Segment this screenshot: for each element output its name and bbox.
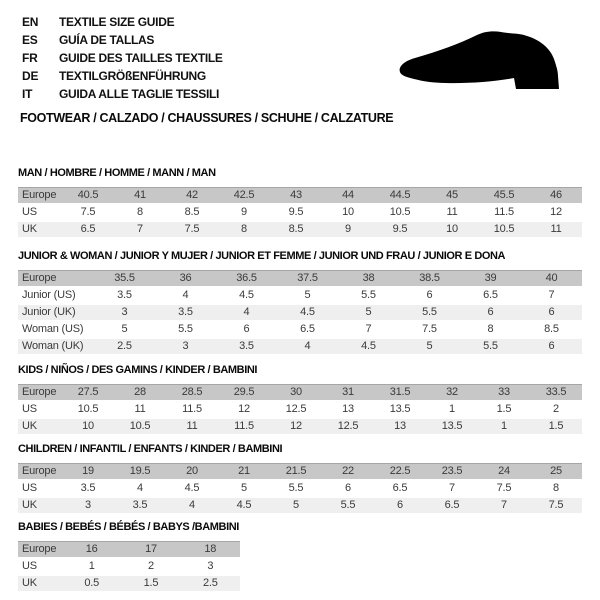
size-cell: 44.5 [389, 189, 411, 201]
size-cell: 37.5 [297, 272, 318, 284]
size-cell: 19.5 [129, 465, 151, 477]
table-title: MAN / HOMBRE / HOMME / MANN / MAN [18, 167, 216, 179]
row-label: UK [22, 420, 37, 432]
size-cell: 5 [293, 499, 299, 511]
size-section-kids [18, 364, 582, 434]
size-cell: 7 [548, 289, 555, 301]
size-table-children [18, 463, 582, 513]
size-cell: 12 [290, 420, 302, 432]
size-cell: 8 [137, 206, 143, 218]
size-cell: 1 [501, 420, 507, 432]
size-section-babies [18, 521, 582, 591]
size-cell: 2.5 [202, 577, 218, 589]
language-code: ES [22, 33, 38, 47]
table-row [18, 498, 582, 513]
row-label: Woman (UK) [22, 340, 84, 352]
size-cell: 4 [304, 340, 311, 352]
category-title: FOOTWEAR / CALZADO / CHAUSSURES / SCHUHE / CALZATURE [20, 111, 394, 125]
size-cell: 9 [345, 223, 351, 235]
size-cell: 5 [304, 289, 311, 301]
size-cell: 30 [290, 386, 302, 398]
size-cell: 1 [88, 560, 95, 572]
size-cell: 16 [85, 543, 98, 555]
language-row [22, 85, 223, 103]
size-cell: 4.5 [361, 340, 376, 352]
size-cell: 8 [487, 323, 494, 335]
size-cell: 12 [238, 403, 250, 415]
row-label: US [22, 482, 37, 494]
language-row [22, 13, 223, 31]
size-cell: 6.5 [300, 323, 315, 335]
size-cell: 11 [550, 223, 562, 235]
size-cell: 41 [134, 189, 146, 201]
size-cell: 2 [148, 560, 154, 572]
size-cell: 36 [179, 272, 192, 284]
size-section-children [18, 443, 582, 513]
size-cell: 5.5 [483, 340, 498, 352]
size-cell: 4 [189, 499, 195, 511]
size-cell: 10.5 [389, 206, 411, 218]
language-code: EN [22, 15, 39, 29]
language-row [22, 49, 223, 67]
size-cell: 10 [342, 206, 354, 218]
size-cell: 1.5 [496, 403, 512, 415]
language-row [22, 31, 223, 49]
row-label: US [22, 206, 37, 218]
size-cell: 7.5 [80, 206, 96, 218]
size-cell: 6.5 [80, 223, 96, 235]
size-table-man [18, 187, 582, 237]
size-cell: 6 [426, 289, 433, 301]
size-cell: 1.5 [143, 577, 159, 589]
table-row [18, 419, 582, 434]
size-cell: 23.5 [441, 465, 463, 477]
size-cell: 7.5 [422, 323, 437, 335]
size-cell: 21.5 [285, 465, 307, 477]
size-cell: 13 [342, 403, 354, 415]
size-cell: 31.5 [389, 386, 411, 398]
size-cell: 13 [394, 420, 406, 432]
size-cell: 27.5 [77, 386, 99, 398]
table-row [18, 322, 582, 337]
size-cell: 1.5 [548, 420, 564, 432]
language-code: DE [22, 69, 39, 83]
row-label: Europe [22, 272, 57, 284]
table-title: KIDS / NIÑOS / DES GAMINS / KINDER / BAMBINI [18, 364, 258, 376]
size-cell: 6 [548, 340, 555, 352]
size-cell: 6 [487, 306, 494, 318]
language-label: GUIDA ALLE TAGLIE TESSILI [59, 87, 220, 101]
size-cell: 5 [241, 482, 247, 494]
table-title: JUNIOR & WOMAN / JUNIOR Y MUJER / JUNIOR ET FEMME / JUNIOR UND FRAU / JUNIOR E DONA [18, 250, 506, 262]
dress-shoe-icon [397, 31, 569, 97]
size-cell: 20 [186, 465, 198, 477]
size-cell: 8.5 [184, 206, 200, 218]
size-cell: 4 [137, 482, 143, 494]
size-table-junior-woman [18, 270, 582, 354]
table-row [18, 463, 582, 479]
size-cell: 45 [446, 189, 458, 201]
size-cell: 4 [182, 289, 189, 301]
row-label: Junior (UK) [22, 306, 76, 318]
size-cell: 5.5 [288, 482, 304, 494]
size-cell: 22 [342, 465, 354, 477]
language-label: TEXTILGRÖßENFÜHRUNG [59, 69, 206, 83]
table-row [18, 205, 582, 220]
table-row [18, 305, 582, 320]
language-list [22, 13, 223, 103]
table-row [18, 222, 582, 237]
size-cell: 32 [446, 386, 458, 398]
size-cell: 3.5 [239, 340, 254, 352]
size-cell: 40.5 [77, 189, 99, 201]
row-label: Woman (US) [22, 323, 84, 335]
size-cell: 42.5 [233, 189, 255, 201]
size-section-junior-woman [18, 250, 582, 354]
size-cell: 5 [121, 323, 128, 335]
language-code: FR [22, 51, 38, 65]
size-cell: 0.5 [84, 577, 100, 589]
size-cell: 25 [550, 465, 562, 477]
size-cell: 22.5 [389, 465, 411, 477]
size-cell: 10.5 [129, 420, 151, 432]
size-cell: 29.5 [233, 386, 255, 398]
size-cell: 8.5 [288, 223, 304, 235]
table-row [18, 270, 582, 286]
size-section-man [18, 167, 582, 237]
size-cell: 8.5 [544, 323, 559, 335]
size-cell: 28.5 [181, 386, 203, 398]
size-cell: 38 [362, 272, 375, 284]
size-cell: 40 [545, 272, 558, 284]
size-cell: 11 [186, 420, 198, 432]
size-cell: 46 [550, 189, 562, 201]
size-cell: 35.5 [114, 272, 135, 284]
size-cell: 11.5 [182, 403, 202, 415]
size-cell: 4.5 [236, 499, 252, 511]
size-cell: 11 [446, 206, 458, 218]
size-cell: 12.5 [337, 420, 359, 432]
size-cell: 3 [182, 340, 189, 352]
table-row [18, 541, 240, 557]
size-cell: 11 [134, 403, 146, 415]
size-cell: 5.5 [340, 499, 356, 511]
language-row [22, 67, 223, 85]
size-cell: 10 [82, 420, 94, 432]
size-cell: 7 [449, 482, 455, 494]
size-cell: 6 [345, 482, 351, 494]
table-row [18, 288, 582, 303]
size-cell: 43 [290, 189, 302, 201]
size-cell: 9.5 [392, 223, 408, 235]
size-cell: 3.5 [178, 306, 193, 318]
table-row [18, 339, 582, 354]
size-cell: 5 [365, 306, 372, 318]
size-cell: 36.5 [236, 272, 257, 284]
size-tables [18, 160, 582, 593]
size-cell: 31 [342, 386, 354, 398]
size-cell: 10 [446, 223, 458, 235]
row-label: UK [22, 499, 37, 511]
table-row [18, 481, 582, 496]
size-cell: 6.5 [392, 482, 408, 494]
row-label: US [22, 403, 37, 415]
size-cell: 39 [484, 272, 497, 284]
row-label: UK [22, 577, 37, 589]
row-label: Junior (US) [22, 289, 76, 301]
size-cell: 9 [241, 206, 247, 218]
size-cell: 10.5 [493, 223, 515, 235]
row-label: UK [22, 223, 37, 235]
table-row [18, 187, 582, 203]
size-cell: 10.5 [77, 403, 99, 415]
size-cell: 4.5 [300, 306, 315, 318]
size-cell: 6 [548, 306, 555, 318]
size-cell: 33 [498, 386, 510, 398]
size-cell: 3.5 [80, 482, 96, 494]
size-cell: 7 [501, 499, 507, 511]
size-table-babies [18, 541, 240, 591]
size-table-kids [18, 384, 582, 434]
size-cell: 7.5 [548, 499, 564, 511]
size-cell: 7.5 [496, 482, 512, 494]
size-cell: 12.5 [285, 403, 307, 415]
size-cell: 45.5 [493, 189, 515, 201]
size-cell: 7 [365, 323, 372, 335]
size-cell: 4.5 [239, 289, 254, 301]
size-cell: 3.5 [117, 289, 132, 301]
size-cell: 13.5 [441, 420, 463, 432]
language-label: GUÍA DE TALLAS [59, 33, 155, 47]
size-cell: 8 [241, 223, 247, 235]
size-cell: 5.5 [178, 323, 193, 335]
size-cell: 17 [145, 543, 157, 555]
size-cell: 2.5 [117, 340, 132, 352]
table-row [18, 576, 240, 591]
size-cell: 3 [85, 499, 91, 511]
size-cell: 44 [342, 189, 354, 201]
size-cell: 4 [243, 306, 250, 318]
row-label: Europe [22, 386, 57, 398]
size-cell: 8 [553, 482, 559, 494]
size-cell: 6.5 [444, 499, 460, 511]
size-cell: 5.5 [422, 306, 437, 318]
size-cell: 6.5 [483, 289, 498, 301]
size-cell: 38.5 [419, 272, 440, 284]
size-cell: 3.5 [132, 499, 148, 511]
table-title: BABIES / BEBÉS / BÉBÉS / BABYS /BAMBINI [18, 521, 239, 533]
language-code: IT [22, 87, 33, 101]
size-cell: 21 [238, 465, 250, 477]
size-cell: 12 [550, 206, 562, 218]
size-cell: 11.5 [494, 206, 514, 218]
language-label: GUIDE DES TAILLES TEXTILE [59, 51, 223, 65]
size-cell: 42 [186, 189, 198, 201]
table-row [18, 402, 582, 417]
size-cell: 7.5 [184, 223, 200, 235]
size-cell: 5.5 [361, 289, 376, 301]
size-cell: 24 [498, 465, 510, 477]
size-cell: 3 [121, 306, 128, 318]
size-cell: 19 [82, 465, 94, 477]
size-cell: 5 [426, 340, 433, 352]
size-cell: 3 [207, 560, 214, 572]
size-cell: 7 [137, 223, 143, 235]
size-cell: 1 [449, 403, 455, 415]
size-cell: 13.5 [389, 403, 411, 415]
row-label: Europe [22, 465, 57, 477]
table-title: CHILDREN / INFANTIL / ENFANTS / KINDER / BAMBINI [18, 443, 283, 455]
size-cell: 4.5 [184, 482, 200, 494]
size-cell: 18 [204, 543, 217, 555]
size-cell: 28 [134, 386, 146, 398]
language-label: TEXTILE SIZE GUIDE [59, 15, 175, 29]
row-label: Europe [22, 543, 57, 555]
size-cell: 33.5 [545, 386, 567, 398]
size-cell: 6 [243, 323, 250, 335]
row-label: US [22, 560, 37, 572]
table-row [18, 559, 240, 574]
size-cell: 9.5 [288, 206, 304, 218]
size-cell: 2 [553, 403, 559, 415]
row-label: Europe [22, 189, 57, 201]
size-cell: 11.5 [234, 420, 254, 432]
table-row [18, 384, 582, 400]
size-cell: 6 [397, 499, 403, 511]
